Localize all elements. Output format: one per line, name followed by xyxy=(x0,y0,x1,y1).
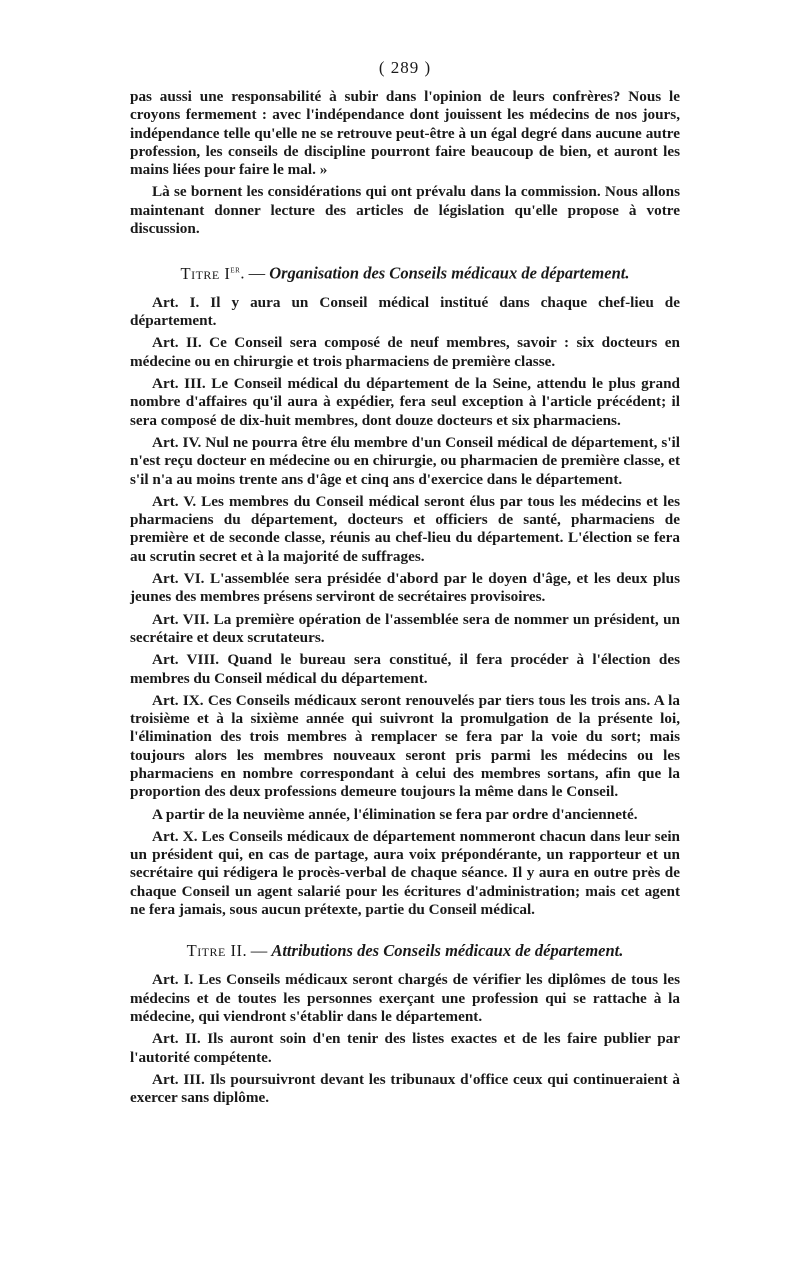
titre-1-title: Organisation des Conseils médicaux de département. xyxy=(269,263,630,283)
titre-1-article: Art. VI. L'assemblée sera présidée d'abord par le doyen d'âge, et les deux plus jeunes des membres présens serviront de secrétaires provisoires. xyxy=(130,570,680,606)
titre-1-article: Art. I. Il y aura un Conseil médical institué dans chaque chef-lieu de département. xyxy=(130,293,680,330)
book-page xyxy=(130,58,680,1107)
titre-2-heading xyxy=(130,941,680,961)
page-number: ( 289 ) xyxy=(378,58,432,77)
titre-2-article: Art. III. Ils poursuivront devant les tribunaux d'office ceux qui continueraient à exercer sans diplôme. xyxy=(130,1070,680,1107)
titre-2-title: Attributions des Conseils médicaux de département. xyxy=(271,941,624,961)
titre-2-article: Art. I. Les Conseils médicaux seront chargés de vérifier les diplômes de tous les médecins et de toutes les personnes exerçant une profession qui se rattache à la médecine, qui viendront s'établir dans le département. xyxy=(130,971,680,1025)
titre-1-article: Art. V. Les membres du Conseil médical seront élus par tous les médecins et les pharmaciens du département, docteurs et officiers de santé, pharmaciens de première et de seconde classe, réunis au chef-lieu du département. L'élection se fera au scrutin secret et à la majorité de suffrages. xyxy=(130,492,680,565)
titre-1-article: Art. X. Les Conseils médicaux de département nommeront chacun dans leur sein un président qui, en cas de partage, aura voix prépondérante, un rapporteur et un secrétaire qui rédigera le procès-verbal de chaque séance. Il y aura en outre près de chaque Conseil un agent salarié pour les écritures d'administration; mais cet agent ne fera jamais, sous aucun prétexte, partie du Conseil médical. xyxy=(130,827,680,919)
titre-2-article: Art. II. Ils auront soin d'en tenir des listes exactes et de les faire publier par l'autorité compétente. xyxy=(130,1030,680,1066)
titre-1-article: Art. VIII. Quand le bureau sera constitué, il fera procéder à l'élection des membres du Conseil médical du département. xyxy=(130,651,680,687)
titre-1-article: Art. IX. Ces Conseils médicaux seront renouvelés par tiers tous les trois ans. A la troisième et à la sixième année qui suivront la promulgation de la présente loi, l'élimination des trois membres à remplacer se fera par la voie du sort; mais toujours alors les membres nouveaux seront pris parmi les médecins ou les pharmaciens en nombre correspondant à celui des membres sortans, afin que la proportion des deux professions demeure toujours la même dans le Conseil. xyxy=(130,691,680,801)
titre-2-label: Titre II xyxy=(186,941,243,961)
titre-1-label: Titre Ier xyxy=(180,263,241,283)
titre-1-article: Art. III. Le Conseil médical du département de la Seine, attendu le plus grand nombre d'affaires qu'il aura à expédier, fera seul exception à l'article précédent; il sera composé de dix-huit membres, dont douze docteurs et six pharmaciens. xyxy=(130,375,680,429)
titre-1-dash: . — xyxy=(240,263,270,283)
titre-1-heading xyxy=(130,260,680,284)
titre-2-dash: . — xyxy=(242,941,272,961)
paragraph-commission: Là se bornent les considérations qui ont prévalu dans la commission. Nous allons maintenant donner lecture des articles de législation qu'elle propose à votre discussion. xyxy=(130,183,680,238)
titre-1-article: Art. II. Ce Conseil sera composé de neuf membres, savoir : six docteurs en médecine ou en chirurgie et trois pharmaciens de première classe. xyxy=(130,334,680,370)
titre-1-article: Art. VII. La première opération de l'assemblée sera de nommer un président, un secrétaire et deux scrutateurs. xyxy=(130,610,680,646)
paragraph-continuation: pas aussi une responsabilité à subir dans l'opinion de leurs confrères? Nous le croyons fermement : avec l'indépendance dont jouissent les médecins de nos jours, indépendance telle qu'elle ne se retrouve peut-être à un égal degré dans aucune autre profession, les conseils de discipline pourront faire beaucoup de bien, et auront les mains liées pour faire le mal. » xyxy=(130,88,680,179)
titre-1-article: A partir de la neuvième année, l'élimination se fera par ordre d'ancienneté. xyxy=(152,805,638,823)
titre-1-article: Art. IV. Nul ne pourra être élu membre d'un Conseil médical de département, s'il n'est reçu docteur en médecine ou en chirurgie, ou pharmacien de première classe, et s'il n'a au moins trente ans d'âge et cinq ans d'exercice dans le département. xyxy=(130,433,680,488)
